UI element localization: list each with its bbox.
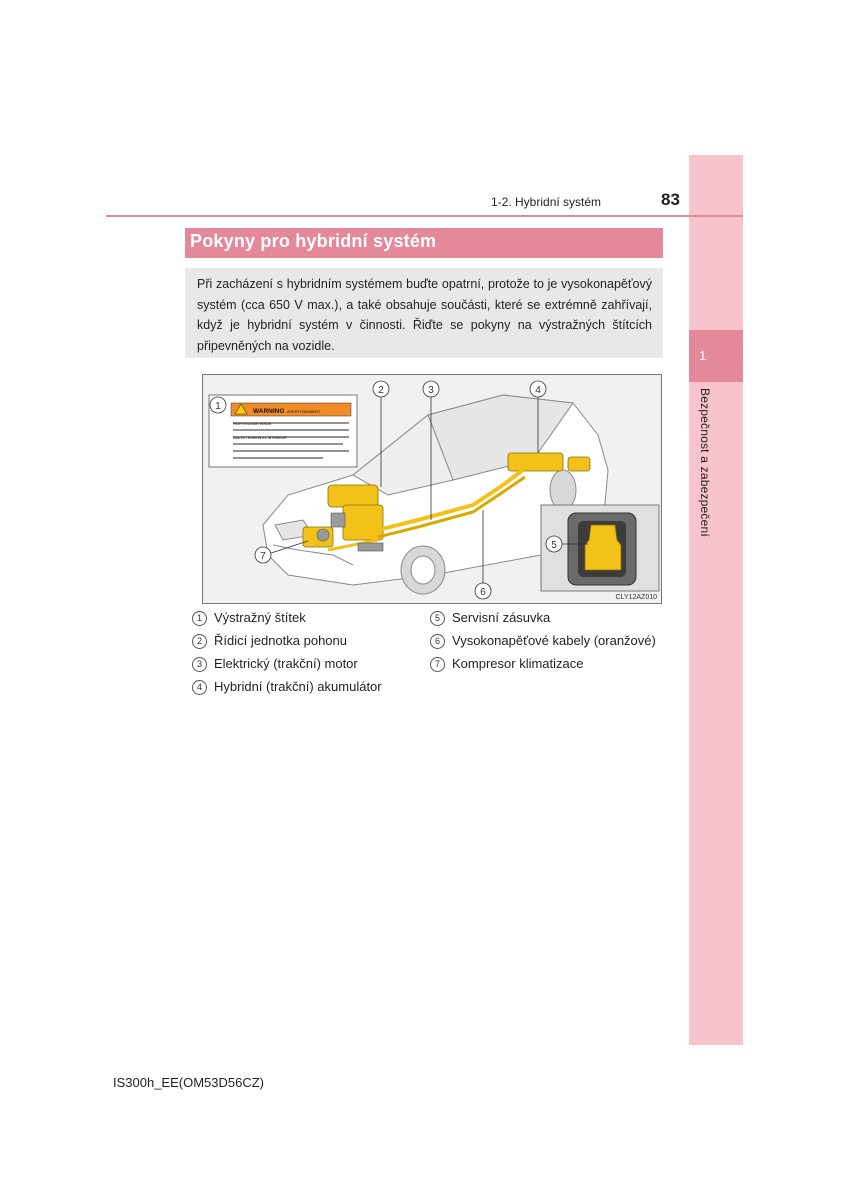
chapter-number: 1 — [689, 330, 743, 382]
callout-3-num: 3 — [428, 385, 434, 396]
section-header: 1-2. Hybridní systém — [491, 195, 602, 209]
callout-6 — [475, 583, 491, 599]
car-illustration — [203, 375, 663, 605]
legend-text: Kompresor klimatizace — [452, 656, 584, 671]
section-title: Pokyny pro hybridní systém — [190, 231, 437, 251]
legend-item — [430, 633, 656, 649]
legend-number: 2 — [192, 634, 207, 649]
legend-number: 4 — [192, 680, 207, 695]
legend-item — [192, 679, 382, 695]
callout-4 — [530, 381, 546, 397]
legend-text: Elektrický (trakční) motor — [214, 656, 358, 671]
intro-text: Při zacházení s hybridním systémem buďte opatrní, protože to je vysokonapěťový systém (cca 650 V max.), a také obsahuje součásti, které se extrémně zahřívají, když je hybridní systém v činnosti. Řiďte se pokyny na výstražných štítcích připevněných na vozidle. — [197, 277, 652, 353]
legend-item — [192, 633, 347, 649]
document-code-footer: IS300h_EE(OM53D56CZ) — [113, 1075, 265, 1090]
legend-text: Hybridní (trakční) akumulátor — [214, 679, 382, 694]
label-ht-text: HAUTE TENSION A L'INTERIEUR — [233, 436, 287, 440]
section-title-bar — [185, 228, 663, 258]
callout-6-num: 6 — [480, 587, 486, 598]
warning-label-inset — [209, 395, 357, 467]
chapter-side-tab — [689, 155, 743, 1045]
legend-number: 3 — [192, 657, 207, 672]
callout-5 — [546, 536, 562, 552]
header-divider — [106, 215, 743, 217]
legend-number: 7 — [430, 657, 445, 672]
callout-2-num: 2 — [378, 385, 384, 396]
legend-text: Servisní zásuvka — [452, 610, 551, 625]
callout-1-num: 1 — [215, 401, 221, 412]
legend-item — [430, 610, 550, 626]
legend-item — [430, 656, 584, 672]
intro-box — [185, 268, 663, 358]
hybrid-system-illustration — [202, 374, 662, 604]
callout-3 — [423, 381, 439, 397]
figure-code: CLY12AZ010 — [615, 594, 657, 601]
legend-item — [192, 656, 358, 672]
legend-number: 6 — [430, 634, 445, 649]
legend-number: 1 — [192, 611, 207, 626]
label-hv-text: HIGH VOLTAGE INSIDE — [233, 422, 272, 426]
page-number: 83 — [661, 190, 680, 209]
callout-2 — [373, 381, 389, 397]
callout-7-num: 7 — [260, 551, 266, 562]
callout-7 — [255, 547, 271, 563]
callout-4-num: 4 — [535, 385, 541, 396]
legend-item — [192, 610, 306, 626]
legend-text: Vysokonapěťové kabely (oranžové) — [452, 633, 656, 648]
label-avert-text: AVERTISSEMENT — [287, 409, 321, 414]
callout-1 — [210, 397, 226, 413]
chapter-label: Bezpečnost a zabezpečení — [698, 388, 712, 537]
label-warning-text: WARNING — [253, 408, 285, 415]
legend-text: Řídicí jednotka pohonu — [214, 633, 347, 648]
legend-number: 5 — [430, 611, 445, 626]
legend-text: Výstražný štítek — [214, 610, 306, 625]
callout-5-num: 5 — [551, 540, 557, 551]
